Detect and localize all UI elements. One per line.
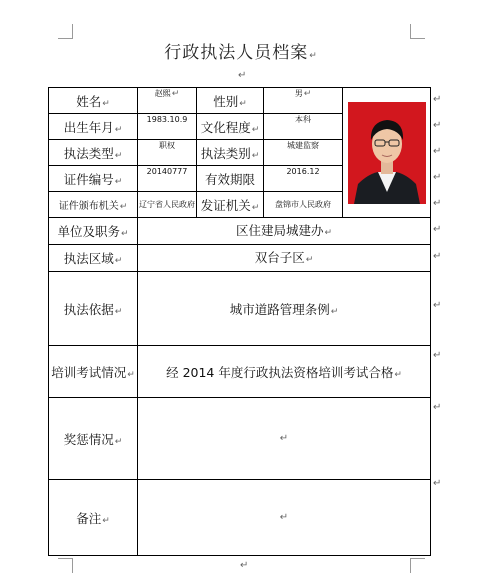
row-end-mark: ↵ [433, 300, 442, 311]
portrait-image [348, 102, 426, 204]
name-label-cell [49, 88, 138, 114]
birth-label: 出生年月 [63, 119, 114, 135]
gender-label-cell [197, 88, 264, 114]
row-end-mark: ↵ [433, 120, 442, 131]
cert-no-label: 证件编号 [63, 171, 114, 187]
birth-value-cell[interactable] [138, 114, 197, 140]
education-label-cell [197, 114, 264, 140]
area-label: 执法区域 [63, 251, 114, 266]
paragraph-mark: ↵ [251, 150, 260, 161]
validity-value-cell[interactable] [264, 166, 343, 192]
unit-value-cell[interactable] [138, 218, 431, 245]
enforce-type-label-cell [49, 140, 138, 166]
page-corner-mark [58, 24, 73, 39]
name-label: 姓名 [76, 93, 102, 109]
row-end-mark: ↵ [433, 224, 442, 235]
paragraph-mark: ↵ [324, 228, 333, 238]
page-corner-mark [410, 24, 425, 39]
paragraph-mark: ↵ [114, 306, 123, 317]
enforce-type-value: 职权 [159, 141, 175, 150]
education-value-cell[interactable] [264, 114, 343, 140]
cert-no-value: 20140777 [146, 167, 188, 176]
enforce-category-value-cell[interactable] [264, 140, 343, 166]
issuing-org-value-cell[interactable] [264, 192, 343, 218]
paragraph-mark: ↵ [114, 436, 123, 447]
enforce-category-label-cell [197, 140, 264, 166]
paragraph-mark: ↵ [251, 124, 260, 135]
issuing-org-label: 发证机关 [200, 197, 251, 213]
issuer-label-cell [49, 192, 138, 218]
gender-label: 性别 [213, 93, 239, 109]
paragraph-mark: ↵ [120, 229, 129, 239]
paragraph-mark: ↵ [239, 98, 247, 109]
paragraph-mark: ↵ [114, 150, 123, 161]
validity-value: 2016.12 [286, 167, 320, 176]
enforce-category-value: 城建监察 [287, 141, 319, 150]
basis-label: 执法依据 [63, 301, 114, 317]
education-label: 文化程度 [200, 119, 251, 135]
paragraph-mark: ↵ [238, 70, 247, 81]
validity-label-cell [197, 166, 264, 192]
basis-value-cell[interactable] [138, 272, 431, 346]
unit-label-cell [49, 218, 138, 245]
remarks-label: 备注 [76, 510, 102, 526]
row-end-mark: ↵ [433, 94, 442, 105]
birth-label-cell [49, 114, 138, 140]
paragraph-mark: ↵ [114, 124, 123, 135]
basis-value: 城市道路管理条例 [229, 301, 330, 317]
page-corner-mark [410, 558, 425, 573]
paragraph-mark: ↵ [119, 202, 128, 212]
paragraph-mark: ↵ [303, 89, 312, 99]
paragraph-mark: ↵ [127, 369, 135, 380]
paragraph-mark: ↵ [240, 560, 249, 571]
reward-value-cell[interactable] [138, 398, 431, 480]
area-label-cell [49, 245, 138, 272]
remarks-value-cell[interactable] [138, 480, 431, 556]
issuer-value-cell[interactable] [138, 192, 197, 218]
paragraph-mark: ↵ [394, 369, 402, 380]
reward-label: 奖惩情况 [63, 431, 114, 447]
remarks-label-cell [49, 480, 138, 556]
enforce-type-label: 执法类型 [63, 145, 114, 161]
row-end-mark: ↵ [433, 198, 442, 209]
row-end-mark: ↵ [433, 402, 442, 413]
paragraph-mark: ↵ [251, 202, 260, 213]
page-corner-mark [58, 558, 73, 573]
birth-value: 1983.10.9 [146, 115, 188, 124]
paragraph-mark: ↵ [114, 256, 123, 266]
name-value: 赵熙 [154, 89, 171, 98]
training-label-cell [49, 346, 138, 398]
id-photo [348, 102, 426, 204]
basis-label-cell [49, 272, 138, 346]
paragraph-mark: ↵ [330, 306, 339, 317]
training-value: 经 2014 年度行政执法资格培训考试合格 [166, 364, 394, 380]
reward-label-cell [49, 398, 138, 480]
cert-no-label-cell [49, 166, 138, 192]
paragraph-mark: ↵ [102, 515, 110, 526]
row-end-mark: ↵ [433, 350, 442, 361]
area-value: 双台子区 [254, 250, 305, 265]
unit-value: 区住建局城建办 [235, 223, 324, 238]
paragraph-mark: ↵ [279, 512, 289, 523]
issuer-value: 辽宁省人民政府 [139, 199, 195, 209]
issuer-label: 证件颁布机关 [58, 201, 119, 212]
paragraph-mark: ↵ [279, 433, 289, 444]
enforce-category-label: 执法类别 [200, 145, 251, 161]
enforce-type-value-cell[interactable] [138, 140, 197, 166]
record-table [48, 87, 431, 556]
gender-value-cell[interactable] [264, 88, 343, 114]
unit-label: 单位及职务 [57, 224, 120, 239]
row-end-mark: ↵ [433, 251, 442, 262]
education-value: 本科 [295, 115, 311, 124]
paragraph-mark: ↵ [309, 51, 318, 61]
issuing-org-value: 盘锦市人民政府 [275, 199, 331, 209]
photo-cell [343, 88, 431, 218]
document-title-text: 行政执法人员档案 [164, 43, 309, 63]
training-label: 培训考试情况 [51, 364, 127, 380]
paragraph-mark: ↵ [114, 176, 123, 187]
area-value-cell[interactable] [138, 245, 431, 272]
cert-no-value-cell[interactable] [138, 166, 197, 192]
row-end-mark: ↵ [433, 172, 442, 183]
issuing-org-label-cell [197, 192, 264, 218]
row-end-mark: ↵ [433, 478, 442, 489]
paragraph-mark: ↵ [171, 89, 180, 99]
validity-label: 有效期限 [204, 171, 255, 187]
gender-value: 男 [294, 89, 303, 98]
row-end-mark: ↵ [433, 146, 442, 157]
paragraph-mark: ↵ [102, 98, 110, 109]
name-value-cell[interactable] [138, 88, 197, 114]
training-value-cell[interactable] [138, 346, 431, 398]
document-title [0, 38, 482, 63]
paragraph-mark: ↵ [305, 255, 314, 265]
